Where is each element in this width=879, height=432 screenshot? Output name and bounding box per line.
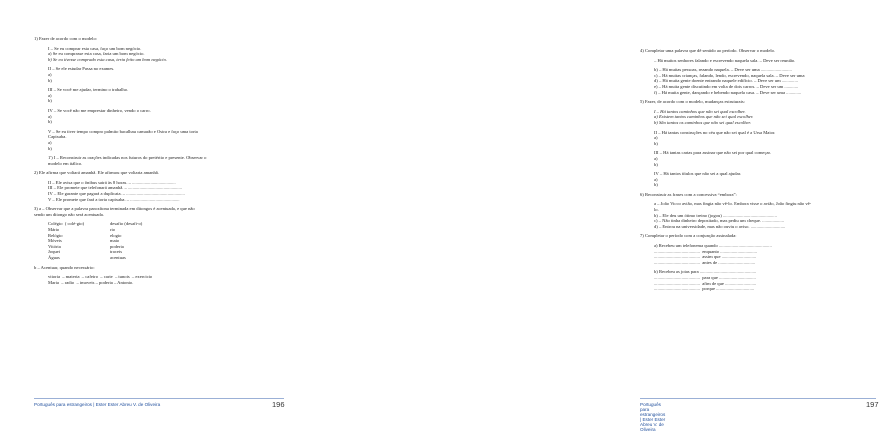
text-line: a) Existem tantos caminhos que não sei qual escolher. (654, 114, 754, 120)
text-line: sendo um ditongo não será acentuada. (34, 211, 104, 217)
text-line: III – Ele promete que telefonará amanhã. – ............................................... (48, 185, 182, 191)
table-cell: elogio (110, 232, 122, 238)
text-line: b) (654, 182, 658, 188)
table-cell: Colégio ( colé-gio) (48, 221, 85, 227)
table-cell: Móveis (48, 238, 62, 244)
text-line: b – Acentuar, quando necessário: (34, 264, 95, 270)
text-line: vitoria – materia – cafeiro – carie – tunois – exercicio (48, 274, 153, 280)
text-line: IV – Ele garante que pagará a duplicata. – ................................................... (48, 191, 185, 197)
text-line: b) – Ele deu um ótimo treino (jogou) ............................................... (654, 212, 777, 218)
right-page-number: 197 (866, 400, 879, 409)
accent-table (34, 221, 284, 260)
left-footer-text: Português para estrangeiros | Ester Ester Abreu V. de Oliveira (34, 402, 161, 407)
text-line: 5) Fazer, de acordo com o modelo, mudanças estruturais: (640, 99, 745, 105)
right-page (300, 0, 879, 432)
right-page-content (640, 48, 870, 292)
text-line: b) (48, 98, 52, 104)
text-line: b) (48, 145, 52, 151)
right-footer-text: Português para estrangeiros | Ester Ester Abreu V. de Oliveira (640, 402, 666, 432)
text-line: a) (654, 135, 658, 141)
text-line: e) – Há muita gente discutindo em volta de dois carros. – Deve ser um ............ (654, 83, 799, 89)
text-line: 1') I – Reconstruir as orações indicadas nos futuros do pretérito e presente. Observar o (48, 155, 207, 161)
text-line: a) (48, 139, 52, 145)
text-line: 4) Completar uma palavra que dê sentido ao período. Observar o modelo. (640, 48, 776, 53)
text-line: 2) Ele afirma que voltará amanhã. Ele afirmou que voltaria amanhã. (34, 170, 159, 176)
text-line: a) (48, 92, 52, 98)
text-line: Capixaba. (48, 134, 67, 140)
text-line: a) (654, 155, 658, 161)
text-line: III – Há tantas cartas para assinar que não sei por qual começar. (654, 150, 771, 156)
text-line: 7) Completar o período com a conjunção assinalada: (640, 233, 737, 239)
text-line: a) (48, 113, 52, 119)
text-line: ........................................ enquanto ................................ (654, 248, 757, 254)
left-page-content (34, 36, 284, 285)
text-line: d) – Há muita gente doente entrando naquele edifício. – Deve ser um .............. (654, 78, 798, 84)
text-line: ........................................ antes de ................................ (654, 259, 756, 265)
text-line: d) – Entrou na universidade, mas não ouviu o aviso. .............................. (654, 223, 786, 229)
text-line: lo. (654, 207, 659, 213)
table-cell: Mário (48, 227, 60, 233)
text-line: II – Ele avisa que o ônibus sairá às 8 horas. – ...................................... (48, 179, 176, 185)
text-line: IV – Há tantos títulos que não sei a qual ajudar. (654, 171, 742, 177)
text-line: 6) Reconstruir as frases com a concessiva “embora”: (640, 191, 737, 197)
right-footer-rule (640, 398, 876, 399)
table-cell: poderia (110, 243, 124, 249)
text-line: III – Se você me ajudar, termino o trabalho. (48, 87, 129, 93)
text-line: I – Se eu comprar esta casa, faço um bom negócio. (48, 45, 142, 51)
text-line: ........................................ porque ................................. (654, 286, 755, 292)
table-cell: acentuas (110, 255, 126, 260)
text-line: modelo em itálico. (48, 160, 83, 166)
left-page-number: 196 (272, 400, 285, 409)
text-line: II – Há tantas construções no céu que não sei qual é a Ursa Maior. (654, 129, 776, 135)
text-line: ........................................ afim de que ........................... (654, 280, 757, 286)
text-line: b) Se eu tivesse comprado esta casa, teria feito um bom negócio. (48, 56, 168, 62)
text-line: V – Ele promete que fará a torta capixaba. – ........................................... (48, 196, 180, 202)
text-line: IV – Se você não me emprestar dinheiro, vendo o carro. (48, 107, 151, 113)
table-cell: traceis (110, 249, 122, 255)
text-line: b) (654, 161, 658, 167)
text-line: I – Há tantos caminhos que não sei qual escolher. (654, 108, 746, 114)
text-line: a) (48, 71, 52, 77)
table-cell: rio (110, 227, 116, 233)
text-line: 1) Fazer de acordo com o modelo: (34, 36, 98, 41)
text-line: II – Se ele estudar Passa no exames. (48, 66, 115, 72)
text-line: b) (48, 119, 52, 125)
right-lines (640, 48, 870, 292)
text-line: a) Recebeu um telefonema quando .............................................. (654, 243, 772, 249)
text-line: b) (48, 77, 52, 83)
text-line: c) – Há muitas crianças, falando, lendo, escrevendo, naquela sala. – Deve ser uma (654, 72, 805, 78)
left-tail (34, 261, 284, 286)
text-line: b) – Há muitas pessoas, rezando naquela. – Deve ser uma ........................... (654, 67, 792, 73)
text-line: ........................................ para que ................................ (654, 275, 756, 280)
text-line: ........................................ assim que .............................. (654, 254, 757, 260)
text-line: 3) a – Observar que a palavra paroxítona terminada em ditongos é acentuada, e que não (34, 206, 195, 212)
table-cell: desafio (desafi-o) (110, 221, 143, 227)
table-cell: Relógio (48, 232, 63, 238)
text-line: Maria – radio – imoveis – poderia – Antonio. (48, 279, 134, 285)
table-cell: Águas (48, 255, 60, 260)
text-line: c) – Não tinha dinheiro depositado, mas pediu um cheque. ................... (654, 218, 784, 224)
text-line: b) São tantos os caminhos que não sei qual escolher. (654, 119, 751, 125)
table-cell: Joquei (48, 249, 60, 255)
text-line: b) Recebeu as joias para ................................................. (654, 269, 757, 275)
text-line: a – João Vicco avião, mas fingia não vê-lo. Embora visse o avião, João fingiu não vê- (654, 201, 812, 207)
text-line: a) Se eu comprasse esta casa, faria um bom negócio. (48, 51, 145, 57)
text-line: V – Se eu tiver tempo compro palmito bacalhau camarão e Ostra e faço uma torta (48, 128, 198, 134)
table-cell: Vitória (48, 243, 61, 249)
text-line: – Há muitos senhores falando e escrevendo naquela sala. – Deve ser reunião. (654, 57, 796, 63)
text-line: f) – Há muita gente, dançando e bebendo naquela casa. – Deve ser uma ............. (654, 89, 802, 95)
left-lines (34, 36, 284, 221)
left-footer-rule (34, 398, 284, 399)
text-line: a) (654, 176, 658, 182)
table-cell: maio (110, 238, 120, 244)
text-line: b) (654, 140, 658, 146)
left-page (0, 0, 300, 424)
